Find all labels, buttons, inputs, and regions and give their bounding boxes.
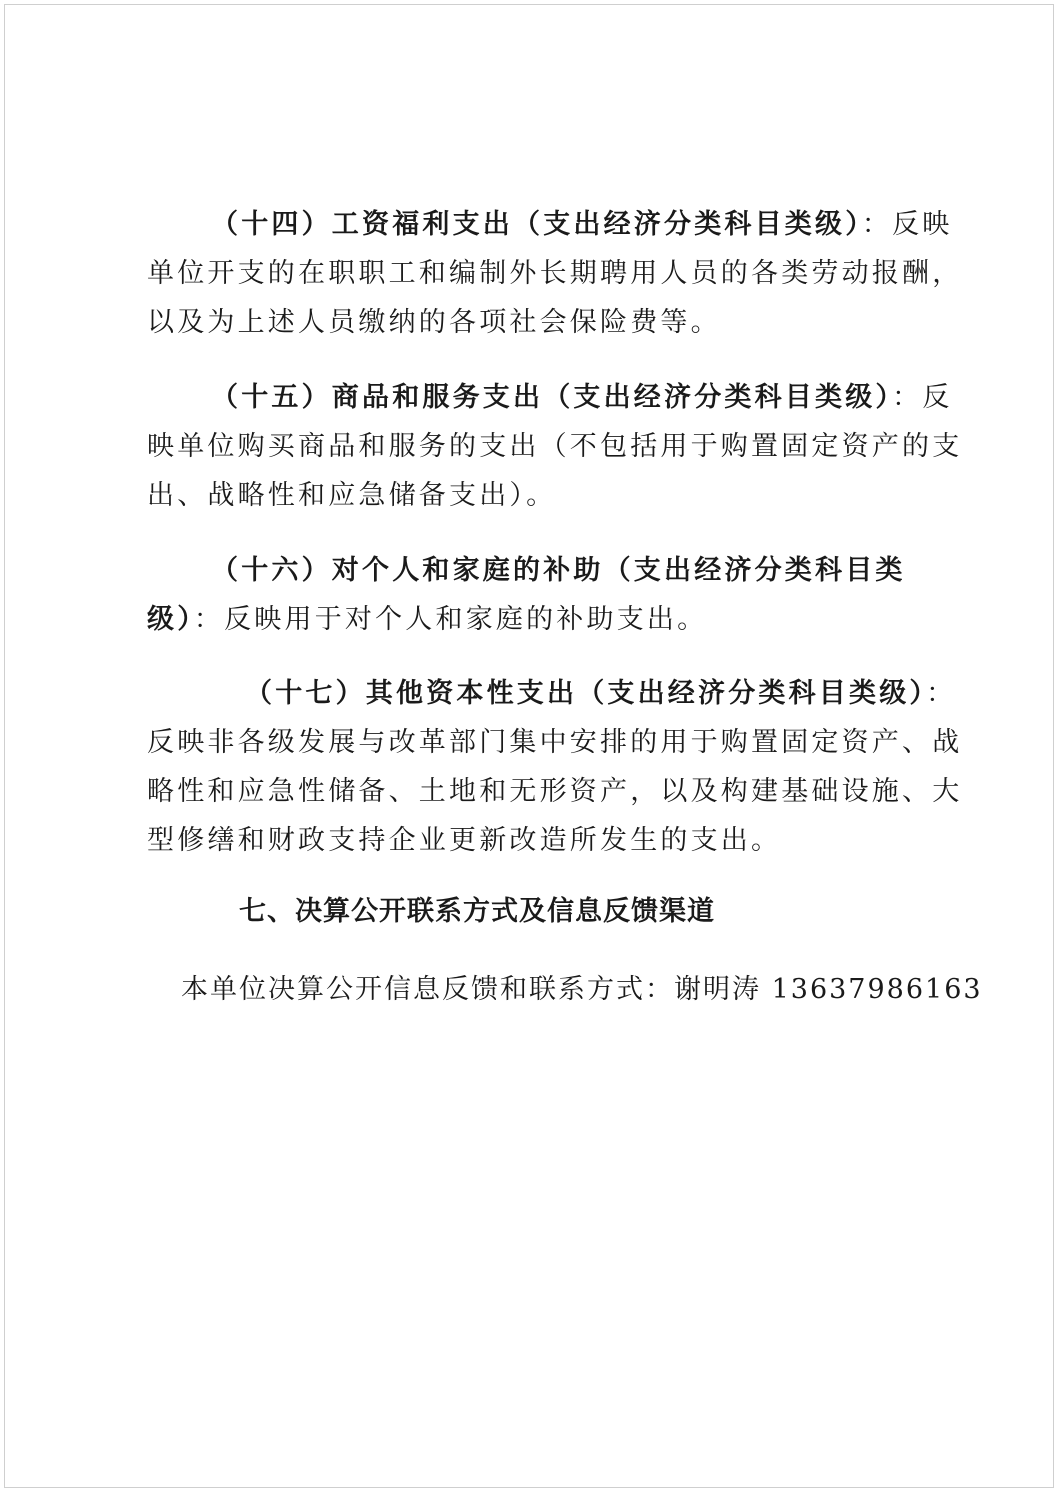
section-16-colon: ： [193,604,225,635]
section-17-text-3: 型修缮和财政支持企业更新改造所发生的支出。 [147,825,782,856]
section-17 [147,669,963,865]
section-17-colon: ： [926,678,957,709]
section-17-text-2: 略性和应急性储备、土地和无形资产，以及构建基础设施、大 [147,776,963,807]
section-17-heading: （十七）其他资本性支出（支出经济分类科目类级） [245,678,927,709]
section-16-heading-line-2: 级） [147,604,194,635]
section-14-heading: （十四）工资福利支出（支出经济分类科目类级） [211,209,862,240]
document-page [4,4,1054,1488]
section-14-line-1 [147,200,953,249]
contact-phone: 13637986163 [771,974,983,1005]
section-14-colon: ： [861,209,893,240]
section-14-text-1: 反映 [892,209,953,240]
section-16-line-2 [147,595,911,644]
section-15-text-2: 映单位购买商品和服务的支出（不包括用于购置固定资产的支 [147,431,963,462]
section-15-text-3: 出、战略性和应急储备支出）。 [147,480,557,511]
contact-line [181,970,983,1010]
section-15-colon: ： [892,382,923,413]
section-title: 七、决算公开联系方式及信息反馈渠道 [239,896,715,927]
contact-label: 本单位决算公开信息反馈和联系方式： [181,974,674,1005]
section-16 [147,546,911,644]
section-16-text-1: 反映用于对个人和家庭的补助支出。 [224,604,708,635]
section-16-heading-line-1: （十六）对个人和家庭的补助（支出经济分类科目类 [211,555,906,586]
section-15-text-1: 反 [922,382,953,413]
contact-name: 谢明涛 [674,974,761,1005]
section-15-heading: （十五）商品和服务支出（支出经济分类科目类级） [211,382,893,413]
section-14-text-3: 以及为上述人员缴纳的各项社会保险费等。 [147,307,721,338]
section-14-text-2: 单位开支的在职职工和编制外长期聘用人员的各类劳动报酬， [147,258,963,289]
section-17-line-1 [147,669,957,718]
section-15-line-1 [147,373,953,422]
section-17-text-1: 反映非各级发展与改革部门集中安排的用于购置固定资产、战 [147,727,963,758]
section-14 [147,200,963,347]
section-15 [147,373,963,520]
